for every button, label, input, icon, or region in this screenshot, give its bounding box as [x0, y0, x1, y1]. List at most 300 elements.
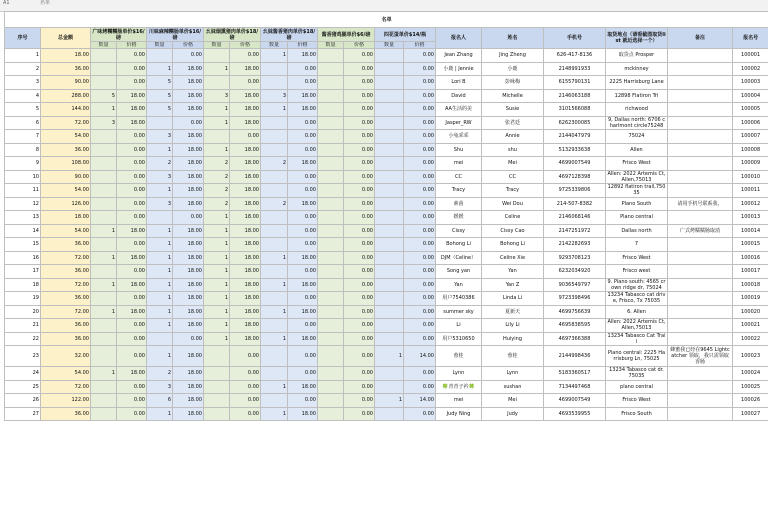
cell-total[interactable]: 72.00 [41, 116, 91, 130]
cell-total[interactable]: 36.00 [41, 143, 91, 157]
cell-price[interactable]: 18.00 [117, 116, 147, 130]
cell-phone[interactable]: 9723398496 [544, 292, 606, 306]
cell-name[interactable]: Lily Li [482, 319, 544, 333]
cell-price[interactable]: 18.00 [173, 157, 204, 171]
cell-total[interactable]: 54.00 [41, 367, 91, 381]
cell-reporter[interactable]: Cissy [436, 224, 482, 238]
cell-qty[interactable] [375, 143, 404, 157]
cell-reporter[interactable]: 小兔乖乖 [436, 130, 482, 144]
cell-total[interactable]: 18.00 [41, 211, 91, 225]
cell-qty[interactable] [318, 265, 344, 279]
cell-price[interactable]: 0.00 [404, 367, 436, 381]
cell-note[interactable] [668, 157, 733, 171]
cell-reporter[interactable]: Song yan [436, 265, 482, 279]
cell-price[interactable]: 0.00 [404, 130, 436, 144]
cell-qty[interactable] [91, 292, 117, 306]
cell-name[interactable]: 彭咏梅 [482, 76, 544, 90]
cell-qty[interactable] [318, 143, 344, 157]
cell-price[interactable]: 0.00 [344, 305, 375, 319]
cell-reporter[interactable]: 素茵 [436, 197, 482, 211]
cell-price[interactable]: 18.00 [173, 130, 204, 144]
cell-total[interactable]: 32.00 [41, 346, 91, 367]
cell-qty[interactable] [261, 319, 288, 333]
cell-price[interactable]: 18.00 [117, 278, 147, 292]
cell-price[interactable]: 0.00 [117, 170, 147, 184]
cell-name[interactable]: Cissy Cao [482, 224, 544, 238]
cell-qty[interactable] [147, 332, 173, 346]
cell-qty[interactable]: 2 [204, 184, 230, 198]
cell-qty[interactable] [91, 76, 117, 90]
cell-price[interactable]: 0.00 [344, 238, 375, 252]
cell-price[interactable]: 0.00 [404, 292, 436, 306]
cell-qty[interactable] [204, 407, 230, 421]
cell-price[interactable]: 18.00 [173, 238, 204, 252]
cell-qty[interactable] [375, 49, 404, 63]
cell-regno[interactable]: 100013 [733, 211, 768, 225]
cell-price[interactable]: 0.00 [344, 89, 375, 103]
cell-qty[interactable] [91, 265, 117, 279]
cell-price[interactable]: 18.00 [173, 197, 204, 211]
cell-total[interactable]: 36.00 [41, 407, 91, 421]
cell-price[interactable]: 18.00 [230, 89, 261, 103]
cell-price[interactable]: 18.00 [288, 197, 318, 211]
cell-qty[interactable] [375, 305, 404, 319]
cell-qty[interactable]: 2 [147, 367, 173, 381]
cell-price[interactable]: 0.00 [230, 380, 261, 394]
cell-price[interactable]: 0.00 [404, 265, 436, 279]
cell-price[interactable]: 0.00 [288, 116, 318, 130]
cell-name[interactable]: Yan [482, 265, 544, 279]
cell-note[interactable] [668, 143, 733, 157]
cell-note[interactable] [668, 407, 733, 421]
cell-price[interactable]: 18.00 [288, 407, 318, 421]
cell-qty[interactable]: 1 [204, 116, 230, 130]
cell-seq[interactable]: 10 [5, 170, 41, 184]
cell-qty[interactable]: 1 [204, 319, 230, 333]
cell-total[interactable]: 122.00 [41, 394, 91, 408]
cell-price[interactable]: 0.00 [117, 407, 147, 421]
cell-qty[interactable]: 1 [261, 332, 288, 346]
cell-note[interactable] [668, 394, 733, 408]
cell-qty[interactable]: 1 [91, 224, 117, 238]
cell-note[interactable]: 蜂蜜我已经在9645 Lightcatcher 领取，我只需领取香肠 [668, 346, 733, 367]
cell-phone[interactable]: 4697366388 [544, 332, 606, 346]
cell-qty[interactable] [375, 62, 404, 76]
cell-note[interactable] [668, 49, 733, 63]
cell-total[interactable]: 36.00 [41, 332, 91, 346]
cell-reporter[interactable]: AA生活的美 [436, 103, 482, 117]
cell-total[interactable]: 72.00 [41, 251, 91, 265]
cell-pickup[interactable]: plano central [606, 380, 668, 394]
cell-note[interactable] [668, 332, 733, 346]
cell-phone[interactable]: 2144998436 [544, 346, 606, 367]
cell-seq[interactable]: 24 [5, 367, 41, 381]
cell-price[interactable]: 18.00 [230, 278, 261, 292]
cell-name[interactable]: Lynn [482, 367, 544, 381]
cell-reporter[interactable]: mei [436, 394, 482, 408]
cell-name[interactable]: 夏新天 [482, 305, 544, 319]
cell-qty[interactable]: 1 [91, 251, 117, 265]
cell-note[interactable] [668, 89, 733, 103]
cell-price[interactable]: 14.00 [404, 394, 436, 408]
cell-reporter[interactable]: Lynn [436, 367, 482, 381]
cell-price[interactable]: 0.00 [404, 211, 436, 225]
cell-pickup[interactable]: Frisco West [606, 157, 668, 171]
cell-qty[interactable] [261, 265, 288, 279]
cell-regno[interactable]: 100026 [733, 394, 768, 408]
cell-price[interactable]: 0.00 [230, 367, 261, 381]
cell-price[interactable]: 0.00 [117, 197, 147, 211]
cell-seq[interactable]: 19 [5, 292, 41, 306]
cell-price[interactable]: 0.00 [344, 380, 375, 394]
cell-pickup[interactable]: Frisco South [606, 407, 668, 421]
cell-qty[interactable]: 3 [147, 170, 173, 184]
cell-total[interactable]: 54.00 [41, 224, 91, 238]
cell-qty[interactable] [91, 380, 117, 394]
cell-price[interactable]: 0.00 [117, 238, 147, 252]
cell-qty[interactable] [147, 116, 173, 130]
cell-qty[interactable]: 1 [204, 251, 230, 265]
cell-phone[interactable]: 4695838595 [544, 319, 606, 333]
cell-price[interactable]: 18.00 [173, 62, 204, 76]
cell-qty[interactable]: 3 [147, 380, 173, 394]
cell-qty[interactable] [318, 197, 344, 211]
cell-price[interactable]: 0.00 [404, 49, 436, 63]
cell-qty[interactable] [91, 143, 117, 157]
cell-price[interactable]: 0.00 [230, 76, 261, 90]
cell-name[interactable]: Celine [482, 211, 544, 225]
cell-regno[interactable]: 100005 [733, 103, 768, 117]
cell-seq[interactable]: 9 [5, 157, 41, 171]
cell-qty[interactable] [147, 211, 173, 225]
cell-total[interactable]: 36.00 [41, 319, 91, 333]
cell-qty[interactable] [261, 130, 288, 144]
cell-phone[interactable]: 214-507-8382 [544, 197, 606, 211]
cell-qty[interactable]: 1 [147, 278, 173, 292]
cell-seq[interactable]: 27 [5, 407, 41, 421]
cell-price[interactable]: 0.00 [404, 143, 436, 157]
cell-pickup[interactable]: Frisco West [606, 251, 668, 265]
cell-note[interactable] [668, 170, 733, 184]
cell-price[interactable]: 0.00 [404, 197, 436, 211]
cell-qty[interactable]: 3 [204, 89, 230, 103]
cell-qty[interactable] [318, 305, 344, 319]
cell-name[interactable]: sushan [482, 380, 544, 394]
cell-note[interactable] [668, 265, 733, 279]
cell-price[interactable]: 18.00 [173, 184, 204, 198]
cell-qty[interactable] [375, 367, 404, 381]
cell-qty[interactable] [375, 157, 404, 171]
cell-reporter[interactable]: Shu [436, 143, 482, 157]
cell-qty[interactable] [318, 116, 344, 130]
cell-pickup[interactable]: Plano South [606, 197, 668, 211]
cell-qty[interactable] [375, 130, 404, 144]
cell-price[interactable]: 0.00 [404, 380, 436, 394]
cell-qty[interactable] [318, 319, 344, 333]
cell-price[interactable]: 0.00 [173, 211, 204, 225]
cell-pickup[interactable]: Frisco West [606, 394, 668, 408]
cell-name[interactable]: Mei [482, 394, 544, 408]
cell-price[interactable]: 0.00 [344, 394, 375, 408]
cell-price[interactable]: 0.00 [288, 238, 318, 252]
cell-qty[interactable]: 1 [204, 332, 230, 346]
cell-pickup[interactable]: 2225 Harrisburg Lane [606, 76, 668, 90]
cell-price[interactable]: 18.00 [230, 292, 261, 306]
cell-price[interactable]: 18.00 [288, 49, 318, 63]
cell-price[interactable]: 0.00 [344, 367, 375, 381]
cell-price[interactable]: 18.00 [230, 143, 261, 157]
cell-seq[interactable]: 1 [5, 49, 41, 63]
cell-pickup[interactable]: 75024 [606, 130, 668, 144]
cell-qty[interactable]: 1 [91, 103, 117, 117]
cell-qty[interactable] [318, 211, 344, 225]
cell-qty[interactable] [91, 184, 117, 198]
cell-name[interactable]: shu [482, 143, 544, 157]
cell-reporter[interactable]: CC [436, 170, 482, 184]
cell-pickup[interactable]: 9. Plano south: 4565 crown ridge dr, 75024 [607, 278, 666, 291]
cell-price[interactable]: 18.00 [117, 305, 147, 319]
cell-pickup[interactable]: 取货点 Prosper [606, 49, 668, 63]
cell-reporter[interactable]: 蓉桂 [436, 346, 482, 367]
cell-seq[interactable]: 23 [5, 346, 41, 367]
cell-seq[interactable]: 2 [5, 62, 41, 76]
cell-regno[interactable]: 100018 [733, 278, 768, 292]
cell-qty[interactable] [91, 407, 117, 421]
cell-price[interactable]: 0.00 [344, 407, 375, 421]
cell-phone[interactable]: 626-417-8136 [544, 49, 606, 63]
cell-seq[interactable]: 20 [5, 305, 41, 319]
cell-reporter[interactable]: 小鹿 | Jennie [436, 62, 482, 76]
cell-qty[interactable] [318, 184, 344, 198]
cell-regno[interactable]: 100004 [733, 89, 768, 103]
cell-pickup[interactable]: Allen: 2022 Artemis Ct,Allen,75013 [607, 319, 666, 332]
cell-price[interactable]: 0.00 [117, 184, 147, 198]
cell-regno[interactable]: 100021 [733, 319, 768, 333]
cell-pickup[interactable]: Plano central: 2225 Harrisburg Ln, 75025 [606, 346, 668, 367]
cell-price[interactable]: 0.00 [404, 407, 436, 421]
cell-price[interactable]: 18.00 [117, 89, 147, 103]
cell-total[interactable]: 36.00 [41, 62, 91, 76]
cell-seq[interactable]: 6 [5, 116, 41, 130]
cell-seq[interactable]: 26 [5, 394, 41, 408]
cell-qty[interactable] [318, 292, 344, 306]
cell-total[interactable]: 126.00 [41, 197, 91, 211]
cell-price[interactable]: 0.00 [344, 292, 375, 306]
cell-qty[interactable] [318, 367, 344, 381]
cell-price[interactable]: 18.00 [288, 380, 318, 394]
cell-price[interactable]: 18.00 [230, 238, 261, 252]
cell-price[interactable]: 0.00 [117, 143, 147, 157]
cell-qty[interactable]: 5 [147, 103, 173, 117]
cell-qty[interactable] [261, 116, 288, 130]
cell-qty[interactable]: 1 [147, 251, 173, 265]
cell-qty[interactable]: 6 [147, 394, 173, 408]
cell-qty[interactable]: 1 [204, 103, 230, 117]
cell-phone[interactable]: 7134497468 [544, 380, 606, 394]
cell-price[interactable]: 0.00 [117, 130, 147, 144]
cell-phone[interactable]: 6232034920 [544, 265, 606, 279]
cell-price[interactable]: 18.00 [230, 224, 261, 238]
cell-qty[interactable]: 1 [261, 251, 288, 265]
cell-qty[interactable] [204, 380, 230, 394]
cell-qty[interactable] [91, 211, 117, 225]
cell-qty[interactable]: 2 [204, 197, 230, 211]
cell-regno[interactable]: 100025 [733, 380, 768, 394]
cell-price[interactable]: 18.00 [230, 305, 261, 319]
cell-qty[interactable]: 3 [91, 116, 117, 130]
cell-reporter[interactable]: Jean Zhang [436, 49, 482, 63]
cell-qty[interactable] [375, 116, 404, 130]
cell-price[interactable]: 0.00 [117, 62, 147, 76]
cell-regno[interactable]: 100009 [733, 157, 768, 171]
cell-name[interactable]: Huiying [482, 332, 544, 346]
cell-note[interactable]: 请用手机号联系我， [668, 197, 733, 211]
cell-price[interactable]: 0.00 [288, 346, 318, 367]
cell-name[interactable]: Yan Z [482, 278, 544, 292]
cell-name[interactable]: Wei Dou [482, 197, 544, 211]
cell-reporter[interactable]: 媛媛 [436, 211, 482, 225]
cell-qty[interactable]: 3 [261, 89, 288, 103]
cell-note[interactable] [668, 292, 733, 306]
cell-price[interactable]: 0.00 [117, 319, 147, 333]
cell-qty[interactable] [318, 170, 344, 184]
cell-total[interactable]: 54.00 [41, 130, 91, 144]
cell-pickup[interactable]: 13234 Tabasco Cat Trail [606, 332, 668, 346]
cell-price[interactable]: 0.00 [344, 49, 375, 63]
cell-total[interactable]: 54.00 [41, 184, 91, 198]
cell-qty[interactable]: 1 [204, 305, 230, 319]
cell-qty[interactable] [204, 76, 230, 90]
cell-price[interactable]: 18.00 [288, 103, 318, 117]
cell-price[interactable]: 0.00 [288, 224, 318, 238]
cell-qty[interactable]: 1 [147, 292, 173, 306]
cell-total[interactable]: 36.00 [41, 292, 91, 306]
cell-phone[interactable]: 6262300085 [544, 116, 606, 130]
cell-phone[interactable]: 4699756639 [544, 305, 606, 319]
cell-qty[interactable] [91, 157, 117, 171]
cell-regno[interactable]: 100001 [733, 49, 768, 63]
cell-pickup[interactable]: Allen [606, 143, 668, 157]
formula-text[interactable]: 名单 [40, 0, 51, 6]
cell-phone[interactable]: 9293708123 [544, 251, 606, 265]
cell-reporter[interactable]: Li [436, 319, 482, 333]
cell-qty[interactable]: 1 [147, 143, 173, 157]
cell-qty[interactable] [261, 184, 288, 198]
cell-phone[interactable]: 2146068146 [544, 211, 606, 225]
cell-price[interactable]: 0.00 [344, 197, 375, 211]
cell-total[interactable]: 18.00 [41, 49, 91, 63]
cell-qty[interactable] [375, 380, 404, 394]
cell-seq[interactable]: 15 [5, 238, 41, 252]
cell-qty[interactable] [261, 62, 288, 76]
cell-total[interactable]: 90.00 [41, 170, 91, 184]
cell-qty[interactable] [318, 278, 344, 292]
cell-qty[interactable]: 1 [147, 407, 173, 421]
cell-qty[interactable] [261, 292, 288, 306]
cell-price[interactable]: 0.00 [344, 319, 375, 333]
cell-qty[interactable] [375, 103, 404, 117]
cell-qty[interactable] [91, 49, 117, 63]
cell-reference[interactable]: A1 [3, 0, 10, 6]
cell-qty[interactable] [261, 76, 288, 90]
cell-price[interactable]: 18.00 [230, 251, 261, 265]
cell-price[interactable]: 0.00 [230, 346, 261, 367]
cell-qty[interactable]: 1 [204, 62, 230, 76]
cell-price[interactable]: 18.00 [288, 278, 318, 292]
cell-seq[interactable]: 25 [5, 380, 41, 394]
cell-qty[interactable] [375, 251, 404, 265]
cell-qty[interactable]: 1 [204, 143, 230, 157]
cell-qty[interactable]: 1 [375, 394, 404, 408]
cell-price[interactable]: 18.00 [230, 332, 261, 346]
cell-qty[interactable]: 1 [91, 367, 117, 381]
cell-price[interactable]: 18.00 [173, 224, 204, 238]
cell-price[interactable]: 0.00 [404, 238, 436, 252]
cell-price[interactable]: 18.00 [173, 103, 204, 117]
cell-regno[interactable]: 100012 [733, 197, 768, 211]
cell-price[interactable]: 0.00 [117, 211, 147, 225]
cell-qty[interactable]: 2 [147, 157, 173, 171]
cell-price[interactable]: 0.00 [288, 184, 318, 198]
cell-qty[interactable] [318, 346, 344, 367]
cell-reporter[interactable]: Lori B [436, 76, 482, 90]
cell-qty[interactable]: 1 [147, 184, 173, 198]
cell-qty[interactable] [375, 184, 404, 198]
cell-price[interactable]: 14.00 [404, 346, 436, 367]
cell-reporter[interactable]: 🍀青青子衿🍀 [436, 380, 482, 394]
cell-phone[interactable]: 4697128398 [544, 170, 606, 184]
cell-price[interactable]: 0.00 [117, 49, 147, 63]
cell-regno[interactable]: 100014 [733, 224, 768, 238]
cell-price[interactable]: 0.00 [344, 224, 375, 238]
cell-qty[interactable] [318, 332, 344, 346]
cell-qty[interactable] [204, 367, 230, 381]
cell-price[interactable]: 0.00 [230, 49, 261, 63]
cell-qty[interactable] [375, 170, 404, 184]
cell-reporter[interactable]: mei [436, 157, 482, 171]
cell-seq[interactable]: 4 [5, 89, 41, 103]
cell-regno[interactable]: 100010 [733, 170, 768, 184]
cell-price[interactable]: 0.00 [288, 143, 318, 157]
cell-price[interactable]: 0.00 [117, 265, 147, 279]
cell-pickup[interactable]: 9, Dallas north: 6706 charlmont circle75248 [606, 116, 668, 130]
cell-phone[interactable]: 3101566088 [544, 103, 606, 117]
cell-regno[interactable]: 100011 [733, 184, 768, 198]
cell-name[interactable]: 蓉桂 [482, 346, 544, 367]
cell-regno[interactable]: 100020 [733, 305, 768, 319]
cell-price[interactable]: 0.00 [344, 116, 375, 130]
cell-price[interactable]: 0.00 [288, 292, 318, 306]
cell-qty[interactable]: 2 [261, 197, 288, 211]
cell-qty[interactable]: 1 [204, 292, 230, 306]
cell-price[interactable]: 18.00 [117, 224, 147, 238]
cell-price[interactable]: 0.00 [344, 143, 375, 157]
cell-qty[interactable] [147, 49, 173, 63]
cell-price[interactable]: 18.00 [173, 319, 204, 333]
cell-total[interactable]: 90.00 [41, 76, 91, 90]
cell-total[interactable]: 108.00 [41, 157, 91, 171]
cell-qty[interactable] [261, 394, 288, 408]
cell-price[interactable]: 0.00 [288, 265, 318, 279]
cell-qty[interactable]: 5 [91, 89, 117, 103]
cell-price[interactable]: 0.00 [117, 76, 147, 90]
cell-price[interactable]: 0.00 [344, 157, 375, 171]
cell-qty[interactable]: 1 [204, 265, 230, 279]
cell-qty[interactable] [204, 346, 230, 367]
cell-qty[interactable] [375, 224, 404, 238]
cell-qty[interactable] [318, 130, 344, 144]
cell-seq[interactable]: 18 [5, 278, 41, 292]
